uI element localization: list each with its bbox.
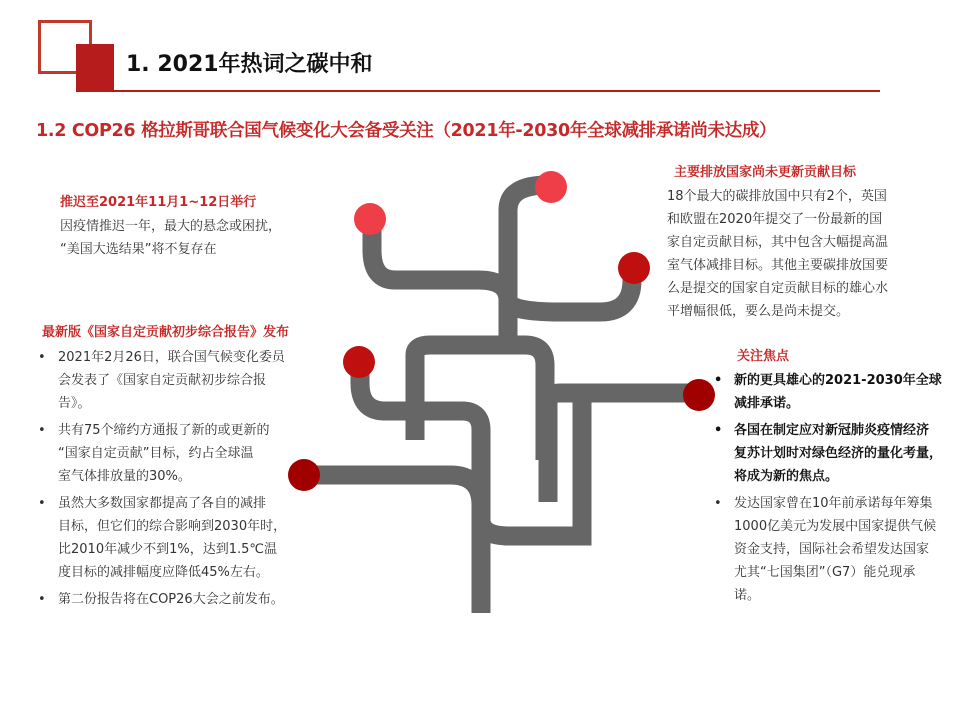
text-line: 平增幅很低，要么是尚未提交。: [667, 304, 850, 319]
text-line: 资金支持，国际社会希望发达国家: [734, 542, 930, 557]
bullet-dot: •: [714, 373, 723, 388]
text-line: 目标，但它们的综合影响到2030年时，: [58, 519, 287, 534]
bullet-dot: •: [38, 423, 46, 438]
node-circle-top-right: [618, 252, 650, 284]
text-line: 18个最大的碳排放国中只有2个，英国: [667, 189, 887, 204]
right-top-text: [667, 185, 937, 323]
text-line: 复苏计划时对绿色经济的量化考量，: [734, 446, 943, 461]
text-line: “美国大选结果”将不复存在: [60, 242, 217, 257]
text-line: 虽然大多数国家都提高了各自的减排: [58, 496, 267, 511]
right-top-heading: 主要排放国家尚未更新贡献目标: [674, 165, 857, 180]
text-line: 会发表了《国家自定贡献初步综合报: [58, 373, 267, 388]
text-line: 第二份报告将在COP26大会之前发布。: [58, 592, 284, 607]
text-line: 1000亿美元为发展中国家提供气候: [734, 519, 937, 534]
text-line: 共有75个缔约方通报了新的或更新的: [58, 423, 270, 438]
text-line: 新的更具雄心的2021-2030年全球: [734, 373, 942, 388]
text-line: 和欧盟在2020年提交了一份最新的国: [667, 212, 883, 227]
right-bottom-heading: 关注焦点: [737, 349, 790, 364]
text-line: 发达国家曾在10年前承诺每年筹集: [734, 496, 933, 511]
text-line: 各国在制定应对新冠肺炎疫情经济: [734, 423, 930, 438]
list-item: [34, 492, 314, 584]
text-line: 家自定贡献目标，其中包含大幅提高温: [667, 235, 889, 250]
text-line: 减排承诺。: [734, 396, 800, 411]
left-top-heading: 推迟至2021年11月1~12日举行: [60, 195, 257, 210]
branch-upper-left: [372, 220, 508, 350]
text-line: 2021年2月26日，联合国气候变化委员: [58, 350, 285, 365]
left-top-text: [60, 215, 320, 261]
branch-left-low: [304, 475, 481, 520]
page-title: 1. 2021年热词之碳中和: [126, 52, 373, 77]
node-circle-top-left: [354, 203, 386, 235]
bullet-dot: •: [714, 423, 723, 438]
left-bottom-heading: 最新版《国家自定贡献初步综合报告》发布: [42, 325, 290, 340]
text-line: 告》。: [58, 396, 91, 411]
text-line: 诺。: [734, 588, 761, 603]
node-circle-top: [535, 171, 567, 203]
bullet-dot: •: [714, 496, 722, 511]
text-line: 比2010年减少不到1%，达到1.5℃温: [58, 542, 277, 557]
bullet-dot: •: [38, 496, 46, 511]
text-line: 室气体减排目标。其他主要碳排放国要: [667, 258, 889, 273]
text-line: 因疫情推迟一年，最大的悬念或困扰，: [60, 219, 282, 234]
branch-right-low: [481, 402, 582, 536]
list-item: [34, 588, 314, 611]
right-bottom-list: [710, 369, 950, 611]
branch-upper: [508, 185, 548, 300]
list-item: [710, 369, 950, 415]
text-line: “国家自定贡献”目标，约占全球温: [58, 446, 254, 461]
text-line: 么是提交的国家自定贡献目标的雄心水: [667, 281, 889, 296]
text-line: 度目标的减排幅度应降低45%左右。: [58, 565, 269, 580]
text-line: 室气体排放量的30%。: [58, 469, 191, 484]
bullet-dot: •: [38, 592, 46, 607]
page-subtitle: 1.2 COP26 格拉斯哥联合国气候变化大会备受关注（2021年-2030年全球减排承诺尚未达成）: [36, 121, 777, 141]
list-item: [34, 346, 314, 415]
bullet-dot: •: [38, 350, 46, 365]
text-line: 尤其“七国集团”（G7）能兑现承: [734, 565, 916, 580]
list-item: [34, 419, 314, 488]
branch-upper-right: [508, 268, 632, 312]
left-bottom-list: [34, 346, 314, 615]
node-circle-mid-left: [343, 346, 375, 378]
text-line: 将成为新的焦点。: [734, 469, 839, 484]
list-item: [710, 492, 950, 607]
branch-right-low-top: [548, 393, 690, 502]
list-item: [710, 419, 950, 488]
